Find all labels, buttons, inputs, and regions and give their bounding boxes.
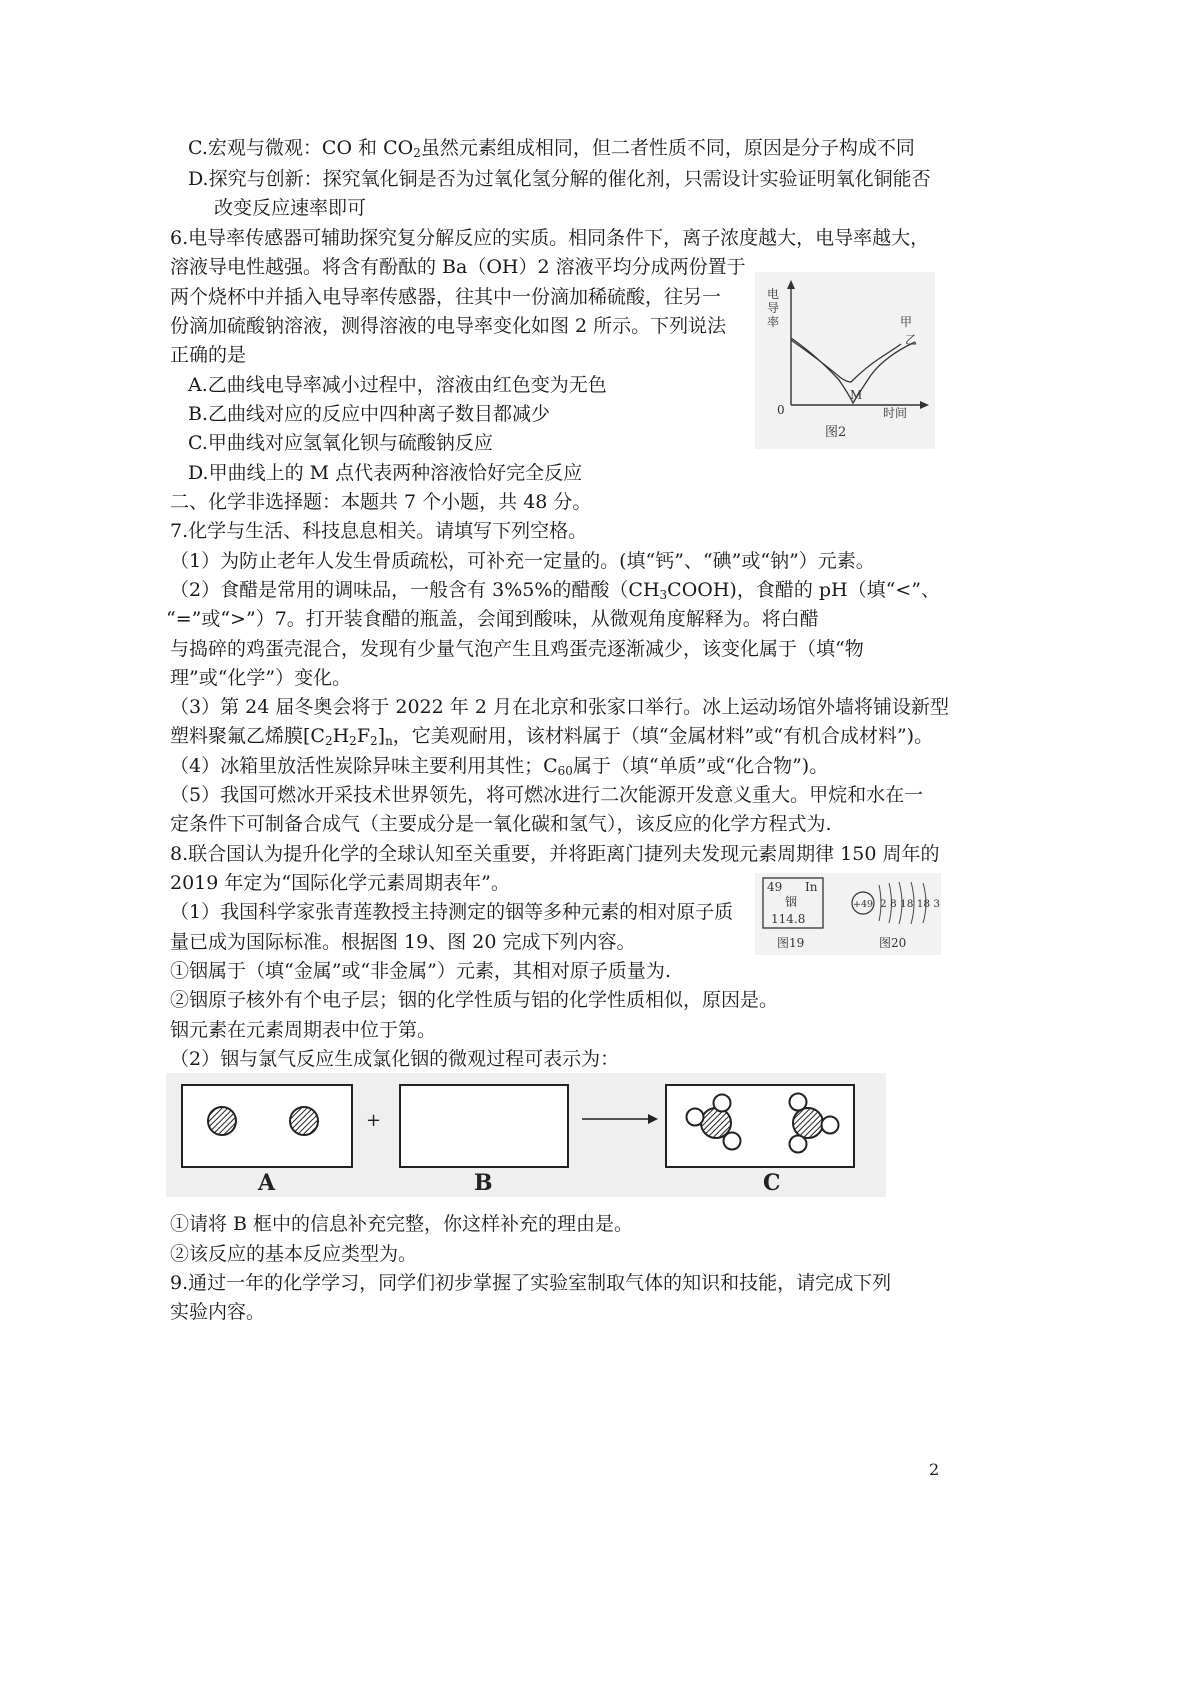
question-7-part2-line4: 理”或“化学”）变化。 — [170, 667, 352, 689]
electron-configuration: 2 8 18 18 3 — [880, 898, 941, 910]
element-name: 铟 — [785, 895, 798, 909]
option-5d-line1: D.探究与创新：探究氧化铜是否为过氧化氢分解的催化剂，只需设计实验证明氧化铜能否 — [188, 168, 931, 190]
chlorine-atom — [822, 1117, 839, 1134]
question-8-part2-sub1: ①请将 B 框中的信息补充完整，你这样补充的理由是。 — [170, 1213, 634, 1235]
question-7-part2-line1: （2）食醋是常用的调味品，一般含有 3%5%的醋酸$(CH_3COOH)$，食醋的 pH（填“<”、 — [170, 579, 940, 602]
section-2-heading: 二、化学非选择题：本题共 7 个小题，共 48 分。 — [170, 491, 592, 513]
y-label-char-2: 导 — [767, 301, 780, 315]
question-7-part2-line3: 与捣碎的鸡蛋壳混合，发现有少量气泡产生且鸡蛋壳逐渐减少，该变化属于（填“物 — [170, 638, 864, 660]
y-label-char-3: 率 — [767, 315, 780, 329]
figure-2-caption: 图2 — [825, 425, 847, 440]
question-9-line1: 9.通过一年的化学学习，同学们初步掌握了实验室制取气体的知识和技能，请完成下列 — [170, 1272, 892, 1294]
question-6-line5: 正确的是 — [170, 344, 247, 366]
question-7-heading: 7.化学与生活、科技息息相关。请填写下列空格。 — [170, 520, 588, 542]
figure-19-20-panel — [755, 873, 941, 955]
figure-19-caption: 图19 — [777, 936, 805, 950]
atomic-number: 49 — [767, 880, 783, 894]
chlorine-atom — [724, 1133, 741, 1150]
chlorine-atom — [790, 1094, 807, 1111]
indium-atom-1 — [208, 1107, 236, 1135]
question-7-part5-line1: （5）我国可燃冰开采技术世界领先，将可燃冰进行二次能源开发意义重大。甲烷和水在一 — [170, 784, 924, 806]
question-8-part2: （2）铟与氯气反应生成氯化铟的微观过程可表示为： — [170, 1048, 620, 1070]
question-6-line3: 两个烧杯中并插入电导率传感器，往其中一份滴加稀硫酸，往另一 — [170, 286, 722, 308]
y-axis-arrow — [787, 280, 795, 289]
question-7-part1: （1）为防止老年人发生骨质疏松，可补充一定量的。(填“钙”、“碘”或“钠”）元素。 — [170, 550, 875, 572]
option-5c: C.宏观与微观：CO 和 $CO_2$虽然元素组成相同，但二者性质不同，原因是分子构成不同 — [188, 137, 915, 160]
question-9-line2: 实验内容。 — [170, 1301, 266, 1323]
question-8-part1-line3: ①铟属于（填“金属”或“非金属”）元素，其相对原子质量为. — [170, 960, 671, 982]
plus-sign: + — [366, 1110, 382, 1131]
indium-atom-2 — [290, 1107, 318, 1135]
question-8-part1-line2: 量已成为国际标准。根据图 19、图 20 完成下列内容。 — [170, 931, 636, 953]
reaction-arrowhead — [648, 1114, 658, 1124]
question-7-part3-line2: 塑料聚氟乙烯膜$[C_2H_2F_2]_n$，它美观耐用，该材料属于（填“金属材料”或“有机合成材料”)。 — [170, 725, 934, 748]
incl3-center-2 — [793, 1108, 823, 1138]
origin-label: 0 — [777, 403, 785, 417]
nucleus-charge: +49 — [853, 899, 874, 910]
question-8-part1-line1: （1）我国科学家张青莲教授主持测定的铟等多种元素的相对原子质 — [170, 901, 734, 923]
box-a — [182, 1085, 352, 1167]
question-6-line1: 6.电导率传感器可辅助探究复分解反应的实质。相同条件下，离子浓度越大，电导率越大， — [170, 227, 930, 249]
y-label-char-1: 电 — [767, 287, 780, 301]
question-7-part3-line1: （3）第 24 届冬奥会将于 2022 年 2 月在北京和张家口举行。冰上运动场馆外墙将铺设新型 — [170, 696, 949, 718]
curve-yi-label: 乙 — [905, 333, 918, 347]
figure-20-caption: 图20 — [879, 936, 907, 950]
question-6-line2: 溶液导电性越强。将含有酚酞的 Ba（OH）2 溶液平均分成两份置于 — [170, 256, 746, 278]
question-6-line4: 份滴加硫酸钠溶液，测得溶液的电导率变化如图 2 所示。下列说法 — [170, 315, 727, 337]
question-8-line2: 2019 年定为“国际化学元素周期表年”。 — [170, 872, 510, 894]
question-8-part2-sub2: ②该反应的基本反应类型为。 — [170, 1243, 418, 1265]
element-symbol: In — [805, 880, 818, 894]
option-6d: D.甲曲线上的 M 点代表两种溶液恰好完全反应 — [188, 462, 583, 484]
question-7-part2-line2: “=”或“>”）7。打开装食醋的瓶盖，会闻到酸味，从微观角度解释为。将白醋 — [166, 608, 819, 630]
label-c: C — [763, 1170, 781, 1196]
chlorine-atom — [790, 1136, 807, 1153]
figure-2-conductivity-graph — [755, 272, 935, 449]
question-8-part1-line5: 铟元素在元素周期表中位于第。 — [170, 1019, 437, 1041]
chlorine-atom — [714, 1095, 731, 1112]
option-6a: A.乙曲线电导率减小过程中，溶液由红色变为无色 — [188, 374, 607, 396]
atomic-mass: 114.8 — [771, 912, 806, 926]
option-6c: C.甲曲线对应氢氧化钡与硫酸钠反应 — [188, 432, 493, 454]
label-a: A — [258, 1170, 276, 1196]
box-b — [400, 1085, 568, 1167]
label-b: B — [474, 1170, 493, 1196]
option-5d-line2: 改变反应速率即可 — [214, 197, 367, 219]
curve-jia-label: 甲 — [900, 315, 913, 329]
question-8-part1-line4: ②铟原子核外有个电子层；铟的化学性质与铝的化学性质相似，原因是。 — [170, 989, 779, 1011]
question-8-line1: 8.联合国认为提升化学的全球认知至关重要，并将距离门捷列夫发现元素周期律 150 周年的 — [170, 843, 940, 865]
question-7-part4: （4）冰箱里放活性炭除异味主要利用其性；$C_{60}$属于（填“单质”或“化合物”)。 — [170, 755, 829, 778]
x-axis-label: 时间 — [883, 406, 908, 420]
question-7-part5-line2: 定条件下可制备合成气（主要成分是一氧化碳和氢气），该反应的化学方程式为. — [170, 813, 832, 835]
option-6b: B.乙曲线对应的反应中四种离子数目都减少 — [188, 403, 551, 425]
chlorine-atom — [687, 1109, 704, 1126]
reaction-diagram — [166, 1073, 886, 1197]
x-axis-arrow — [920, 401, 929, 409]
page-number: 2 — [929, 1460, 940, 1479]
point-m-label: M — [850, 388, 863, 402]
